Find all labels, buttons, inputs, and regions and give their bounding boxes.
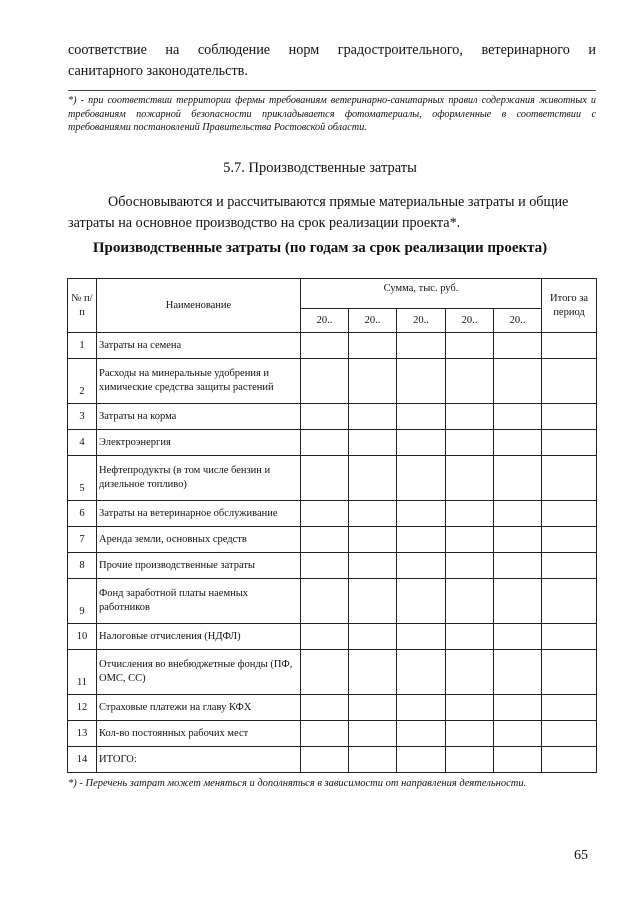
row-name: Расходы на минеральные удобрения и химические средства защиты растений <box>97 359 301 404</box>
cell <box>494 650 542 695</box>
cell <box>349 747 397 773</box>
cell <box>397 456 446 501</box>
cell <box>446 456 494 501</box>
cell <box>301 456 349 501</box>
table-row <box>68 579 597 624</box>
cell <box>397 501 446 527</box>
cell <box>446 404 494 430</box>
row-num: 1 <box>68 333 97 359</box>
cell <box>446 553 494 579</box>
cell <box>494 527 542 553</box>
cell <box>301 650 349 695</box>
row-num: 2 <box>68 359 97 404</box>
cell <box>446 650 494 695</box>
row-name: Затраты на семена <box>97 333 301 359</box>
cell <box>542 747 597 773</box>
row-num: 13 <box>68 721 97 747</box>
row-name: Фонд заработной платы наемных работников <box>97 579 301 624</box>
cell <box>494 721 542 747</box>
cell <box>301 624 349 650</box>
header-num: № п/п <box>68 279 97 333</box>
cell <box>349 721 397 747</box>
cell <box>349 430 397 456</box>
cell <box>494 695 542 721</box>
cell <box>542 404 597 430</box>
body-paragraph: Обосновываются и рассчитываются прямые материальные затраты и общие затраты на основное производство на срок реализации проекта*. <box>68 194 569 231</box>
row-name: ИТОГО: <box>97 747 301 773</box>
cell <box>349 650 397 695</box>
cell <box>349 501 397 527</box>
cell <box>301 579 349 624</box>
table-row <box>68 456 597 501</box>
cell <box>542 650 597 695</box>
row-name: Нефтепродукты (в том числе бензин и дизельное топливо) <box>97 456 301 501</box>
cell <box>542 721 597 747</box>
row-name: Аренда земли, основных средств <box>97 527 301 553</box>
cell <box>301 359 349 404</box>
table-row <box>68 359 597 404</box>
cell <box>301 553 349 579</box>
table-title: Производственные затраты (по годам за срок реализации проекта) <box>92 240 548 256</box>
row-name: Затраты на ветеринарное обслуживание <box>97 501 301 527</box>
page-number: 65 <box>574 848 588 863</box>
row-num: 9 <box>68 579 97 624</box>
cell <box>542 456 597 501</box>
cell <box>349 553 397 579</box>
cell <box>446 430 494 456</box>
row-name: Отчисления во внебюджетные фонды (ПФ, ОМС, СС) <box>97 650 301 695</box>
table-row <box>68 695 597 721</box>
cell <box>446 624 494 650</box>
cell <box>446 333 494 359</box>
cell <box>349 333 397 359</box>
cell <box>397 721 446 747</box>
row-name: Электроэнергия <box>97 430 301 456</box>
cell <box>397 579 446 624</box>
cell <box>446 359 494 404</box>
header-year: 20.. <box>397 309 446 333</box>
row-num: 14 <box>68 747 97 773</box>
cell <box>542 553 597 579</box>
cell <box>397 553 446 579</box>
table-row <box>68 404 597 430</box>
cell <box>301 501 349 527</box>
cell <box>301 527 349 553</box>
cell <box>494 624 542 650</box>
cell <box>349 695 397 721</box>
cell <box>301 721 349 747</box>
cell <box>349 359 397 404</box>
row-num: 12 <box>68 695 97 721</box>
row-num: 8 <box>68 553 97 579</box>
production-costs-table <box>67 278 597 773</box>
table-row-total <box>68 747 597 773</box>
table-row <box>68 553 597 579</box>
cell <box>542 333 597 359</box>
cell <box>301 747 349 773</box>
cell <box>446 527 494 553</box>
table-row <box>68 430 597 456</box>
intro-line-2: санитарного законодательств. <box>68 63 248 79</box>
cell <box>301 404 349 430</box>
row-num: 10 <box>68 624 97 650</box>
cell <box>397 650 446 695</box>
cell <box>542 579 597 624</box>
footnote-bottom: *) - Перечень затрат может меняться и дополняться в зависимости от направления деятельности. <box>68 778 527 789</box>
cell <box>494 456 542 501</box>
cell <box>349 404 397 430</box>
section-title: 5.7. Производственные затраты <box>223 160 417 176</box>
cell <box>494 359 542 404</box>
row-name: Страховые платежи на главу КФХ <box>97 695 301 721</box>
cell <box>542 624 597 650</box>
cell <box>397 404 446 430</box>
cell <box>542 501 597 527</box>
row-name: Затраты на корма <box>97 404 301 430</box>
footnote-top: *) - при соответствии территории фермы требованиям ветеринарно-санитарных правил содержания животных и требованиям пожарной безопасности прикладывается фотоматериалы, оформленные в соответствии с требованиями постановлений Правительства Ростовской области. <box>68 95 596 133</box>
row-num: 5 <box>68 456 97 501</box>
row-num: 3 <box>68 404 97 430</box>
cell <box>446 501 494 527</box>
cell <box>542 430 597 456</box>
header-name: Наименование <box>97 279 301 333</box>
cell <box>494 333 542 359</box>
cell <box>397 624 446 650</box>
table-row <box>68 650 597 695</box>
cell <box>301 333 349 359</box>
cell <box>397 695 446 721</box>
cell <box>301 430 349 456</box>
cell <box>446 579 494 624</box>
cell <box>446 695 494 721</box>
cell <box>494 579 542 624</box>
cell <box>494 553 542 579</box>
header-year: 20.. <box>446 309 494 333</box>
cell <box>542 359 597 404</box>
row-name: Прочие производственные затраты <box>97 553 301 579</box>
header-sum: Сумма, тыс. руб. <box>301 279 542 309</box>
intro-paragraph <box>68 40 596 82</box>
footnote-separator <box>68 90 596 91</box>
header-total: Итого за период <box>542 279 597 333</box>
row-num: 11 <box>68 650 97 695</box>
cell <box>494 430 542 456</box>
cell <box>349 456 397 501</box>
cell <box>542 695 597 721</box>
header-year: 20.. <box>349 309 397 333</box>
cell <box>349 527 397 553</box>
table-row <box>68 527 597 553</box>
table-row <box>68 624 597 650</box>
header-year: 20.. <box>301 309 349 333</box>
cell <box>301 695 349 721</box>
cell <box>397 333 446 359</box>
row-name: Кол-во постоянных рабочих мест <box>97 721 301 747</box>
cell <box>494 501 542 527</box>
cell <box>397 527 446 553</box>
intro-line-1: соответствие на соблюдение норм градостроительного, ветеринарного и <box>68 42 596 58</box>
row-num: 4 <box>68 430 97 456</box>
cell <box>397 359 446 404</box>
row-name: Налоговые отчисления (НДФЛ) <box>97 624 301 650</box>
cell <box>446 721 494 747</box>
header-year: 20.. <box>494 309 542 333</box>
table-row <box>68 721 597 747</box>
cell <box>494 747 542 773</box>
cell <box>494 404 542 430</box>
row-num: 6 <box>68 501 97 527</box>
table-row <box>68 501 597 527</box>
cell <box>446 747 494 773</box>
cell <box>397 747 446 773</box>
cell <box>397 430 446 456</box>
cell <box>542 527 597 553</box>
row-num: 7 <box>68 527 97 553</box>
cell <box>349 579 397 624</box>
table-row <box>68 333 597 359</box>
cell <box>349 624 397 650</box>
